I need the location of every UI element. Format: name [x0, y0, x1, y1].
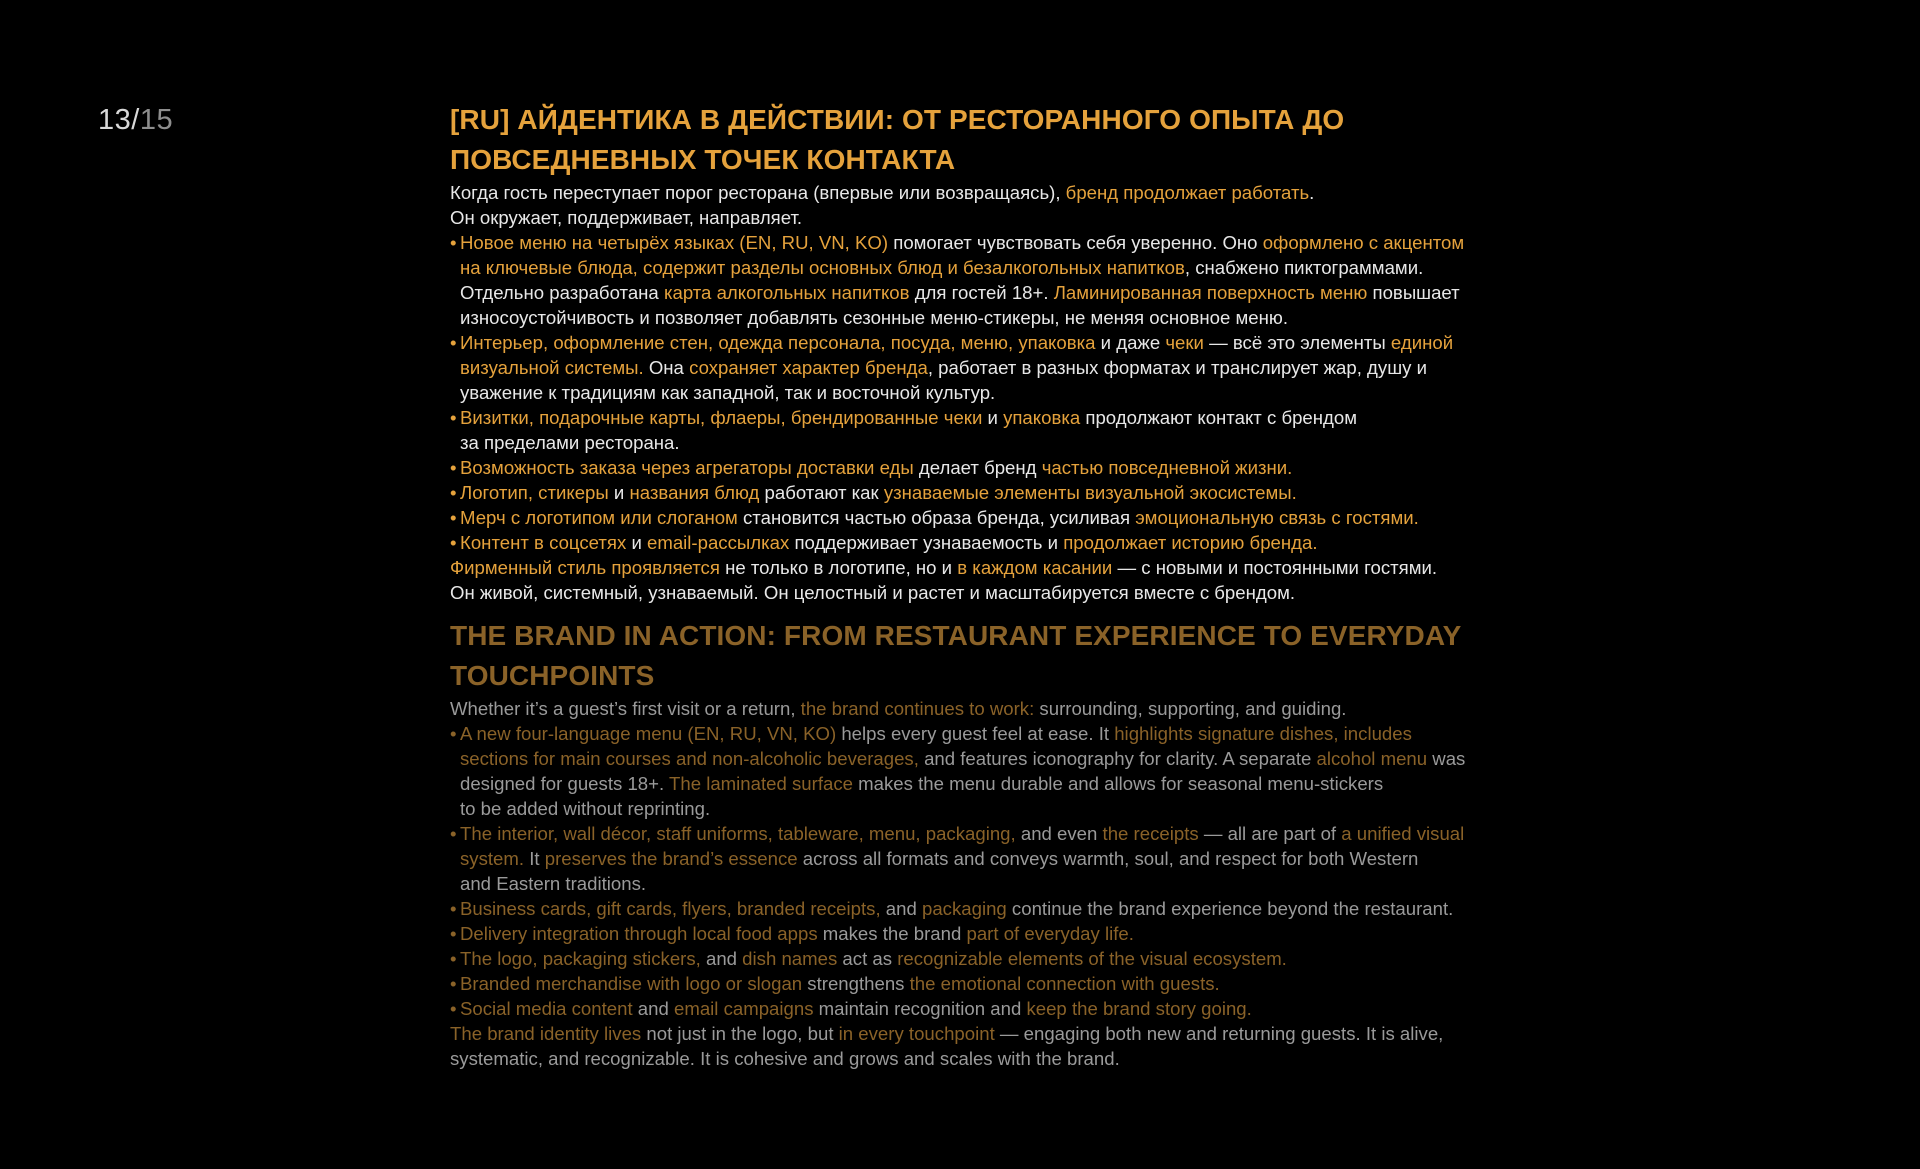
bullet-dot-icon: • [450, 723, 457, 744]
body-text: — всё это элементы [1203, 332, 1391, 353]
body-text: and [880, 898, 922, 919]
bullet-dot-icon: • [450, 482, 457, 503]
bullet-dot-icon: • [450, 823, 457, 844]
body-text: Она [643, 357, 690, 378]
outro-en [450, 1021, 1480, 1071]
body-text: , работает в разных форматах и транслирует жар, душу и уважение к традициям как западной, так и восточной культур. [460, 357, 1427, 403]
bullet-item [450, 480, 1480, 505]
bullet-dot-icon: • [450, 332, 457, 353]
accent-text: email-рассылках [647, 532, 790, 553]
body-text: и [608, 482, 630, 503]
heading-en [450, 616, 1480, 696]
paragraph-line [450, 696, 1480, 721]
bullet-item [450, 921, 1480, 946]
accent-text: эмоциональную связь с гостями. [1135, 507, 1419, 528]
body-text: и [982, 407, 1004, 428]
paragraph-line [450, 580, 1480, 605]
accent-text: Business cards, gift cards, flyers, branded receipts, [460, 898, 881, 919]
body-text: для гостей 18+. [909, 282, 1054, 303]
accent-text: бренд продолжает работать [1065, 182, 1310, 203]
heading-ru-line1: [RU] АЙДЕНТИКА В ДЕЙСТВИИ: ОТ РЕСТОРАННОГО ОПЫТА ДО [450, 104, 1345, 135]
accent-text: частью повседневной жизни. [1041, 457, 1293, 478]
paragraph-line [450, 555, 1480, 580]
accent-text: dish names [742, 948, 838, 969]
bullet-item [450, 330, 1480, 405]
accent-text: Мерч с логотипом или слоганом [460, 507, 738, 528]
section-en [450, 616, 1480, 1071]
accent-text: The brand identity lives [450, 1023, 642, 1044]
accent-text: email campaigns [673, 998, 814, 1019]
accent-text: Интерьер, оформление стен, одежда персонала, посуда, меню, упаковка [460, 332, 1096, 353]
bullet-item [450, 971, 1480, 996]
body-text: , снабжено пиктограммами. Отдельно разработана [460, 257, 1424, 303]
heading-en-line2: TOUCHPOINTS [450, 660, 655, 691]
accent-text: Новое меню на четырёх языках (EN, RU, VN, KO) [460, 232, 889, 253]
bullet-list-en [450, 721, 1480, 1021]
body-text: не только в логотипе, но и [719, 557, 958, 578]
bullet-dot-icon: • [450, 973, 457, 994]
body-text: makes the menu durable and allows for seasonal menu-stickers [852, 773, 1384, 794]
paragraph-line [450, 180, 1480, 205]
body-text: and Eastern traditions. [460, 873, 647, 894]
body-text: It [524, 848, 545, 869]
accent-text: чеки [1165, 332, 1204, 353]
body-text: — all are part of [1198, 823, 1342, 844]
body-text: работают как [759, 482, 884, 503]
accent-text: в каждом касании [957, 557, 1113, 578]
body-text: и [626, 532, 647, 553]
body-text: и даже [1095, 332, 1166, 353]
bullet-item [450, 996, 1480, 1021]
accent-text: keep the brand story going. [1026, 998, 1252, 1019]
accent-text: названия блюд [629, 482, 760, 503]
accent-text: Контент в соцсетях [460, 532, 627, 553]
body-text: — с новыми и постоянными гостями. [1112, 557, 1438, 578]
accent-text: the brand continues to work: [800, 698, 1035, 719]
accent-text: recognizable elements of the visual ecosystem. [897, 948, 1287, 969]
page-total: 15 [139, 104, 174, 136]
paragraph-line [450, 1021, 1480, 1071]
accent-text: packaging [921, 898, 1007, 919]
body-text: continue the brand experience beyond the restaurant. [1006, 898, 1454, 919]
accent-text: preserves the brand’s essence [544, 848, 798, 869]
bullet-dot-icon: • [450, 532, 457, 553]
accent-text: Визитки, подарочные карты, флаеры, брендированные чеки [460, 407, 983, 428]
bullet-item [450, 230, 1480, 330]
bullet-item [450, 896, 1480, 921]
bullet-list-ru [450, 230, 1480, 555]
bullet-item [450, 821, 1480, 896]
accent-text: a unified visual system. [460, 823, 1465, 869]
bullet-item [450, 455, 1480, 480]
accent-text: Фирменный стиль проявляется [450, 557, 720, 578]
accent-text: Логотип, стикеры [460, 482, 609, 503]
accent-text: Возможность заказа через агрегаторы доставки еды [460, 457, 914, 478]
body-text: делает бренд [913, 457, 1042, 478]
page-separator: / [131, 104, 140, 136]
heading-ru [450, 100, 1480, 180]
accent-text: Branded merchandise with logo or slogan [460, 973, 803, 994]
body-text: surrounding, supporting, and guiding. [1034, 698, 1347, 719]
body-text: not just in the logo, but [641, 1023, 839, 1044]
body-text: поддерживает узнаваемость и [789, 532, 1064, 553]
bullet-item [450, 505, 1480, 530]
accent-text: A new four-language menu (EN, RU, VN, KO) [460, 723, 837, 744]
body-text: strengthens [802, 973, 910, 994]
body-text: was designed for guests 18+. [460, 748, 1466, 794]
accent-text: highlights signature dishes, includes sections for main courses and non-alcoholic beverages, [460, 723, 1412, 769]
page-counter [98, 100, 173, 140]
accent-text: оформлено с акцентом на ключевые блюда, содержит разделы основных блюд и безалкогольных напитков [460, 232, 1465, 278]
accent-text: Ламинированная поверхность меню [1053, 282, 1368, 303]
body-text: and features iconography for clarity. A separate [918, 748, 1317, 769]
heading-en-line1: THE BRAND IN ACTION: FROM RESTAURANT EXPERIENCE TO EVERYDAY [450, 620, 1462, 651]
body-text: Он окружает, поддерживает, направляет. [450, 207, 803, 228]
body-text: across all formats and conveys warmth, soul, and respect for both Western [797, 848, 1419, 869]
section-ru [450, 100, 1480, 605]
outro-ru [450, 555, 1480, 605]
paragraph-line [450, 205, 1480, 230]
accent-text: единой визуальной системы. [460, 332, 1454, 378]
accent-text: part of everyday life. [966, 923, 1134, 944]
body-text: повышает износоустойчивость и позволяет добавлять сезонные меню-стикеры, не меняя основное меню. [460, 282, 1460, 328]
body-text: and [700, 948, 743, 969]
accent-text: карта алкогольных напитков [663, 282, 910, 303]
accent-text: the emotional connection with guests. [909, 973, 1220, 994]
body-text: . [1309, 182, 1315, 203]
bullet-dot-icon: • [450, 507, 457, 528]
body-text: to be added without reprinting. [460, 798, 711, 819]
bullet-dot-icon: • [450, 898, 457, 919]
body-text: maintain recognition and [813, 998, 1027, 1019]
accent-text: in every touchpoint [838, 1023, 995, 1044]
accent-text: продолжает историю бренда. [1063, 532, 1318, 553]
bullet-dot-icon: • [450, 232, 457, 253]
bullet-item [450, 946, 1480, 971]
body-text: за пределами ресторана. [460, 432, 680, 453]
bullet-dot-icon: • [450, 948, 457, 969]
bullet-dot-icon: • [450, 457, 457, 478]
bullet-dot-icon: • [450, 407, 457, 428]
body-text: Он живой, системный, узнаваемый. Он целостный и растет и масштабируется вместе с брендом. [450, 582, 1296, 603]
bullet-dot-icon: • [450, 923, 457, 944]
body-text: Whether it’s a guest’s first visit or a return, [450, 698, 801, 719]
bullet-item [450, 721, 1480, 821]
accent-text: упаковка [1003, 407, 1081, 428]
accent-text: The laminated surface [669, 773, 853, 794]
body-text: продолжают контакт с брендом [1080, 407, 1358, 428]
body-text: act as [837, 948, 898, 969]
bullet-dot-icon: • [450, 998, 457, 1019]
body-text: помогает чувствовать себя уверенно. Оно [888, 232, 1263, 253]
intro-en [450, 696, 1480, 721]
bullet-item [450, 530, 1480, 555]
body-text: становится частью образа бренда, усиливая [737, 507, 1136, 528]
body-text: Когда гость переступает порог ресторана (впервые или возвращаясь), [450, 182, 1066, 203]
body-text: — engaging both new and returning guests. It is alive, systematic, and recognizable. It is cohesive and grows and scales with the brand. [450, 1023, 1444, 1069]
accent-text: Delivery integration through local food apps [460, 923, 818, 944]
body-text: and [632, 998, 674, 1019]
bullet-item [450, 405, 1480, 455]
body-text: helps every guest feel at ease. It [836, 723, 1115, 744]
accent-text: alcohol menu [1316, 748, 1428, 769]
page-current: 13 [98, 104, 132, 136]
intro-ru [450, 180, 1480, 230]
accent-text: узнаваемые элементы визуальной экосистемы. [883, 482, 1297, 503]
accent-text: сохраняет характер бренда [689, 357, 928, 378]
accent-text: The logo, packaging stickers, [460, 948, 701, 969]
body-text: makes the brand [817, 923, 967, 944]
heading-ru-line2: ПОВСЕДНЕВНЫХ ТОЧЕК КОНТАКТА [450, 144, 956, 175]
accent-text: Social media content [460, 998, 633, 1019]
accent-text: the receipts [1102, 823, 1199, 844]
accent-text: The interior, wall décor, staff uniforms, tableware, menu, packaging, [460, 823, 1016, 844]
body-text: and even [1015, 823, 1103, 844]
